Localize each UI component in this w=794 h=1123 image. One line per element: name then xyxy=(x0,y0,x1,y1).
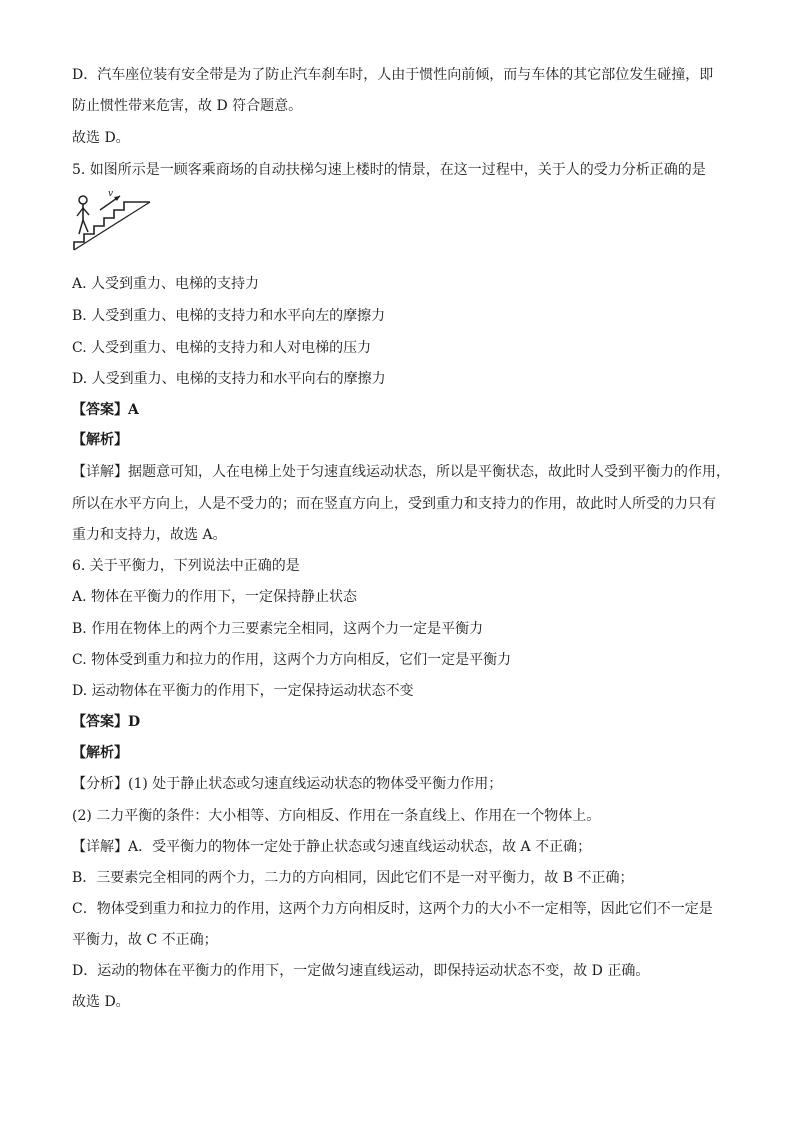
text-line: 【详解】A．受平衡力的物体一定处于静止状态或匀速直线运动状态，故 A 不正确； xyxy=(72,839,592,855)
analysis-label: 【解析】 xyxy=(72,432,128,448)
velocity-label: v xyxy=(108,189,114,199)
person-arm xyxy=(83,208,89,215)
text-line: C．物体受到重力和拉力的作用，这两个力方向相反时，这两个力的大小不一定相等，因此它们不一定是 xyxy=(72,901,713,917)
text-line: 平衡力，故 C 不正确； xyxy=(72,932,218,948)
escalator-figure xyxy=(72,188,152,252)
option-d: D. 运动物体在平衡力的作用下，一定保持运动状态不变 xyxy=(72,683,414,699)
option-c: C. 人受到重力、电梯的支持力和人对电梯的压力 xyxy=(72,340,372,356)
text-line: D．汽车座位装有安全带是为了防止汽车刹车时，人由于惯性向前倾，而与车体的其它部位发生碰撞，即 xyxy=(72,67,714,83)
analysis-label: 【解析】 xyxy=(72,745,128,761)
text-line: (2) 二力平衡的条件：大小相等、方向相反、作用在一条直线上、作用在一个物体上。 xyxy=(72,808,601,824)
person-leg xyxy=(83,220,88,232)
text-line: 所以在水平方向上，人是不受力的；而在竖直方向上，受到重力和支持力的作用，故此时人所受的力只有 xyxy=(72,496,716,512)
answer-label: 【答案】A xyxy=(72,402,139,418)
option-a: A. 人受到重力、电梯的支持力 xyxy=(72,276,260,292)
text-line: D．运动的物体在平衡力的作用下，一定做匀速直线运动，即保持运动状态不变，故 D 正确。 xyxy=(72,963,650,979)
option-b: B. 人受到重力、电梯的支持力和水平向左的摩擦力 xyxy=(72,308,386,324)
text-line: 故选 D。 xyxy=(72,994,130,1010)
text-line: B．三要素完全相同的两个力，二力的方向相同，因此它们不是一对平衡力，故 B 不正确； xyxy=(72,870,634,886)
person-leg xyxy=(79,220,83,234)
answer-label: 【答案】D xyxy=(72,714,141,730)
text-line: 故选 D。 xyxy=(72,130,130,146)
text-line: 防止惯性带来危害，故 D 符合题意。 xyxy=(72,98,303,114)
text-line: 【详解】据题意可知，人在电梯上处于匀速直线运动状态，所以是平衡状态，故此时人受到平衡力的作用， xyxy=(72,464,730,480)
option-d: D. 人受到重力、电梯的支持力和水平向右的摩擦力 xyxy=(72,371,386,387)
option-b: B. 作用在物体上的两个力三要素完全相同，这两个力一定是平衡力 xyxy=(72,621,484,637)
text-line: 重力和支持力，故选 A。 xyxy=(72,527,227,543)
question-6-stem: 6. 关于平衡力，下列说法中正确的是 xyxy=(72,558,300,574)
option-c: C. 物体受到重力和拉力的作用，这两个力方向相反，它们一定是平衡力 xyxy=(72,652,512,668)
option-a: A. 物体在平衡力的作用下，一定保持静止状态 xyxy=(72,589,358,605)
person-arm xyxy=(77,208,83,216)
person-head xyxy=(79,196,87,204)
text-line: 【分析】(1) 处于静止状态或匀速直线运动状态的物体受平衡力作用； xyxy=(72,776,503,792)
question-5-stem: 5. 如图所示是一顾客乘商场的自动扶梯匀速上楼时的情景，在这一过程中，关于人的受力分析正确的是 xyxy=(72,162,706,178)
